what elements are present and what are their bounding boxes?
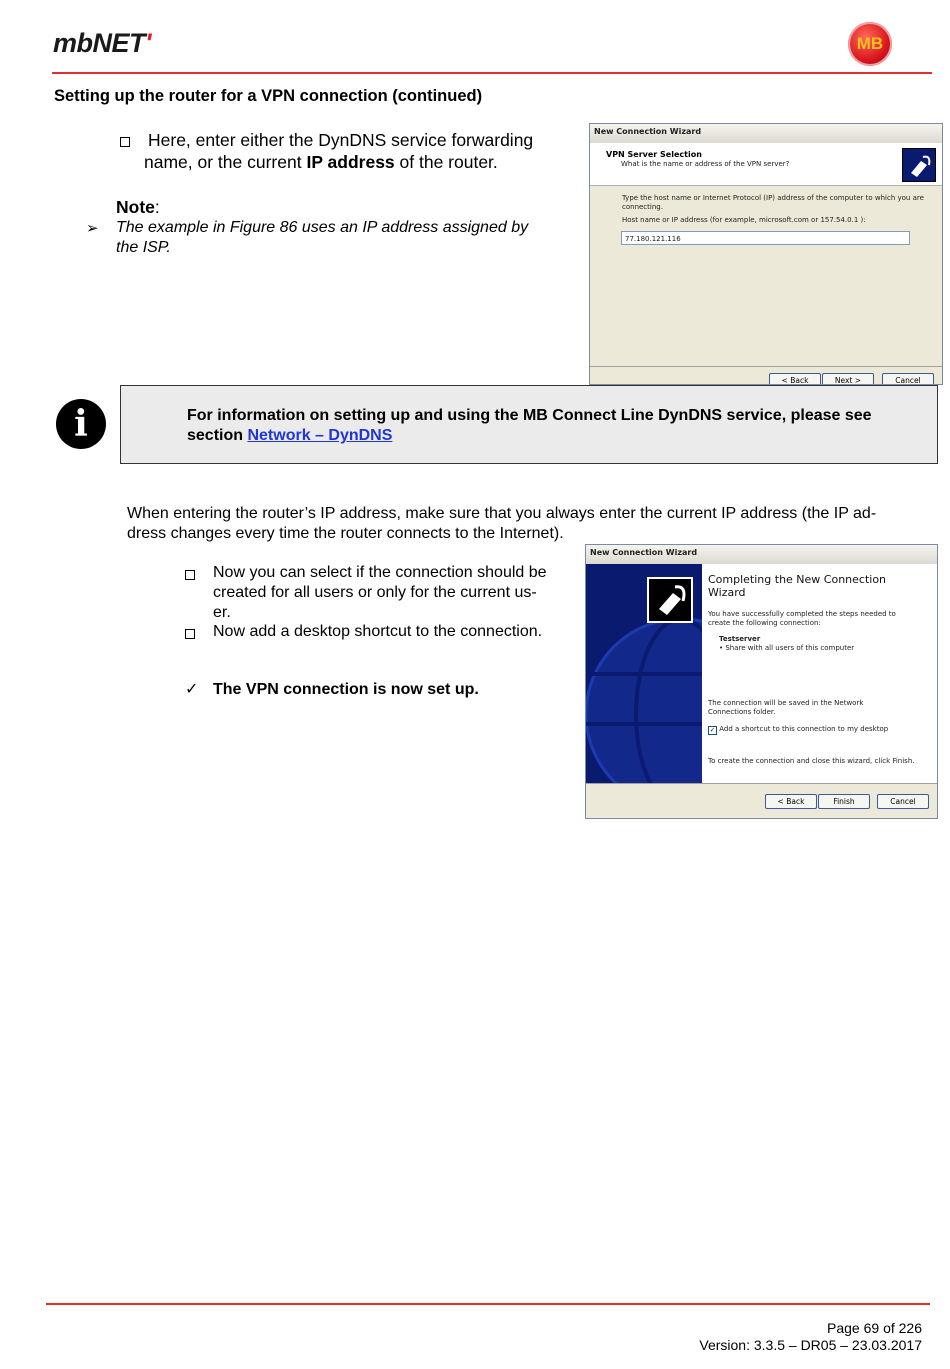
page-number: Page 69 of 226 <box>827 1320 922 1336</box>
dialog2-desc: You have successfully completed the steps needed to create the following connection: <box>708 610 896 627</box>
step2-item2: Now add a desktop shortcut to the connection. <box>213 623 543 640</box>
cancel-button[interactable]: Cancel <box>882 373 934 385</box>
dyndns-link[interactable]: Network – DynDNS <box>247 427 393 444</box>
arrow-bullet-icon: ➢ <box>86 220 99 237</box>
connection-detail: • Share with all users of this computer <box>719 644 855 652</box>
cancel-button[interactable]: Cancel <box>877 794 929 809</box>
network-plug-icon <box>647 577 693 623</box>
step1-line1: Here, enter either the DynDNS service forwarding <box>148 130 534 150</box>
wizard-globe-panel <box>586 564 702 783</box>
checkbox-bullet-icon <box>185 567 195 585</box>
dialog2-heading: Completing the New Connection Wizard <box>708 573 887 599</box>
footer-rule <box>46 1303 930 1305</box>
vpn-server-selection-dialog <box>589 123 943 385</box>
header-rule <box>52 72 932 74</box>
note-label: Note: <box>116 197 160 217</box>
note-text: The example in Figure 86 uses an IP address assigned by the ISP. <box>116 219 529 256</box>
back-button[interactable]: < Back <box>765 794 817 809</box>
dialog1-header <box>590 143 942 186</box>
page-heading: Setting up the router for a VPN connection (continued) <box>54 87 483 105</box>
connection-name: Testserver <box>719 635 761 643</box>
dialog1-field-label: Host name or IP address (for example, microsoft.com or 157.54.0.1 ): <box>622 216 866 224</box>
dialog2-finish-text: To create the connection and close this wizard, click Finish. <box>708 757 915 765</box>
done-text: The VPN connection is now set up. <box>213 681 479 698</box>
dialog1-section-subtitle: What is the name or address of the VPN server? <box>621 160 790 168</box>
info-icon: i <box>56 399 106 449</box>
mbnet-logo: mbNET' <box>53 28 151 58</box>
checkbox-bullet-icon <box>185 626 195 644</box>
dialog1-desc: Type the host name or Internet Protocol (IP) address of the computer to which you are connecting. <box>622 194 924 211</box>
mb-badge-logo: MB <box>848 22 892 66</box>
ip-paragraph: When entering the router’s IP address, make sure that you always enter the current IP address (the IP ad- dress changes every time the router connects to the Internet). <box>127 505 877 542</box>
dialog1-section-title: VPN Server Selection <box>606 150 702 159</box>
info-text: For information on setting up and using the MB Connect Line DynDNS service, please see section Network – DynDNS <box>187 407 872 444</box>
dialog1-title: New Connection Wizard <box>590 124 942 143</box>
host-address-input[interactable]: 77.180.121.116 <box>621 231 910 245</box>
next-button[interactable]: Next > <box>822 373 874 385</box>
back-button[interactable]: < Back <box>769 373 821 385</box>
step1-line2: name, or the current IP address of the router. <box>144 152 498 172</box>
dialog2-title: New Connection Wizard <box>586 545 937 564</box>
finish-button[interactable]: Finish <box>818 794 870 809</box>
desktop-shortcut-checkbox[interactable]: ✓ Add a shortcut to this connection to my desktop <box>709 725 889 734</box>
dialog2-save-note: The connection will be saved in the Network Connections folder. <box>708 699 864 716</box>
checkmark-icon: ✓ <box>185 681 199 698</box>
completing-wizard-dialog <box>585 544 938 819</box>
info-box <box>120 385 938 464</box>
network-plug-icon <box>902 148 936 182</box>
version-info: Version: 3.3.5 – DR05 – 23.03.2017 <box>699 1337 922 1353</box>
checkbox-bullet-icon <box>120 134 130 152</box>
step2-item1: Now you can select if the connection should be created for all users or only for the current us- er. <box>213 564 547 621</box>
